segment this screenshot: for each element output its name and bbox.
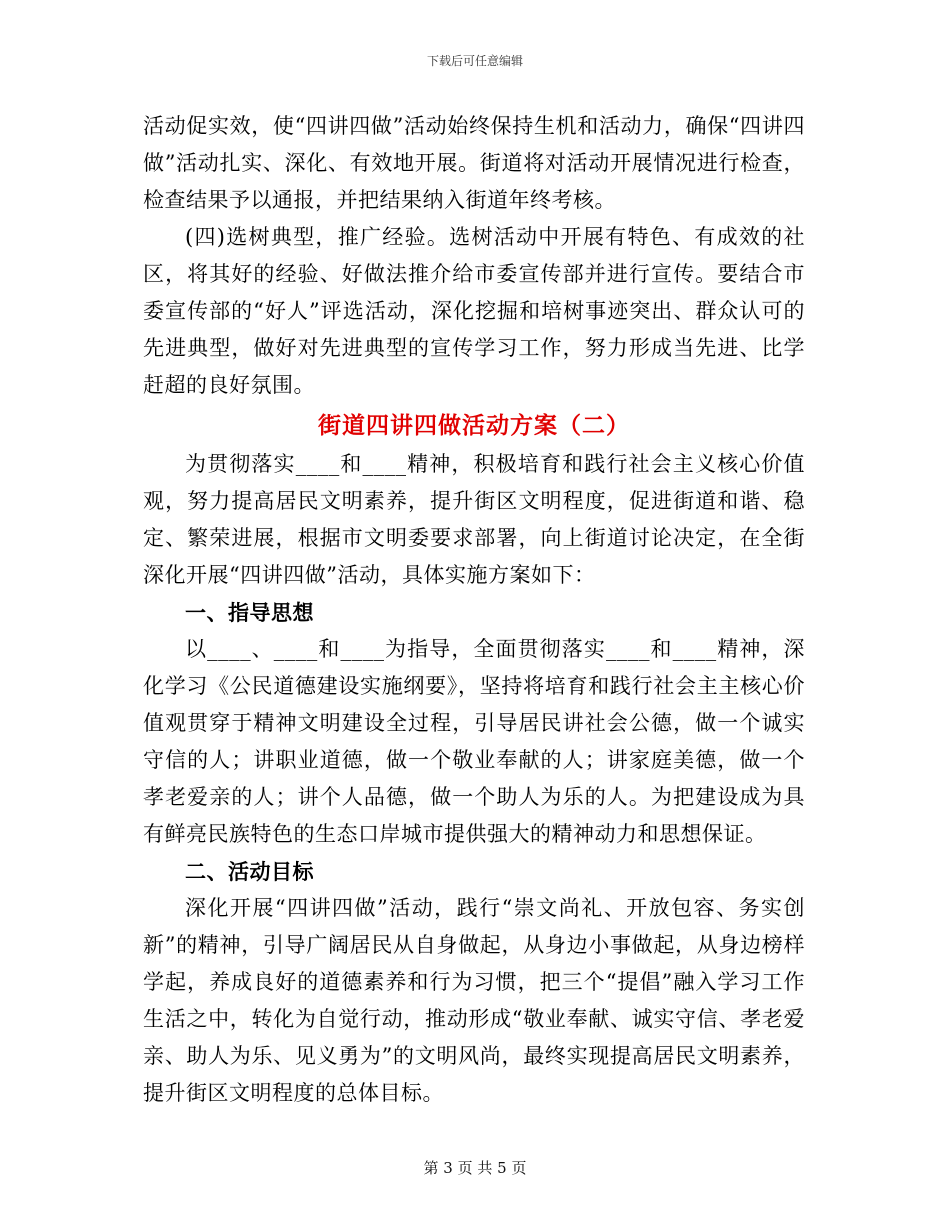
paragraph-intro: 为贯彻落实____和____精神，积极培育和践行社会主义核心价值观，努力提高居民文明素养，提升街区文明程度，促进街道和谐、稳定、繁荣进展，根据市文明委要求部署，向上街道讨论决定，在全街深化开展“四讲四做”活动，具体实施方案如下： <box>143 452 805 587</box>
document-body <box>143 108 805 1112</box>
paragraph-guiding-thought: 以____、____和____为指导，全面贯彻落实____和____精神，深化学习《公民道德建设实施纲要》，坚持将培育和践行社会主主核心价值观贯穿于精神文明建设全过程，引导居民讲社会公德，做一个诚实守信的人；讲职业道德，做一个敬业奉献的人；讲家庭美德，做一个孝老爱亲的人；讲个人品德，做一个助人为乐的人。为把建设成为具有鲜亮民族特色的生态口岸城市提供强大的精神动力和思想保证。 <box>143 637 805 846</box>
heading-guiding-thought: 一、指导思想 <box>185 600 314 625</box>
page-footer: 第 3 页 共 5 页 <box>423 1159 527 1177</box>
paragraph-continuation: 活动促实效，使“四讲四做”活动始终保持生机和活动力，确保“四讲四做”活动扎实、深化、有效地开展。街道将对活动开展情况进行检查，检查结果予以通报，并把结果纳入街道年终考核。 <box>143 114 805 212</box>
page-header: 下载后可任意编辑 <box>426 54 523 68</box>
section-title: 街道四讲四做活动方案（二） <box>318 412 630 439</box>
paragraph-select-models: (四)选树典型，推广经验。选树活动中开展有特色、有成效的社区，将其好的经验、好做法推介给市委宣传部并进行宣传。要结合市委宣传部的“好人”评选活动，深化挖掘和培树事迹突出、群众认可的先进典型，做好对先进典型的宣传学习工作，努力形成当先进、比学赶超的良好氛围。 <box>143 225 805 397</box>
paragraph-activity-goals: 深化开展“四讲四做”活动，践行“崇文尚礼、开放包容、务实创新”的精神，引导广阔居民从自身做起，从身边小事做起，从身边榜样学起，养成良好的道德素养和行为习惯，把三个“提倡”融入学习工作生活之中，转化为自觉行动，推动形成“敬业奉献、诚实守信、孝老爱亲、助人为乐、见义勇为”的文明风尚，最终实现提高居民文明素养，提升街区文明程度的总体目标。 <box>143 896 805 1105</box>
heading-activity-goals: 二、活动目标 <box>185 859 314 884</box>
